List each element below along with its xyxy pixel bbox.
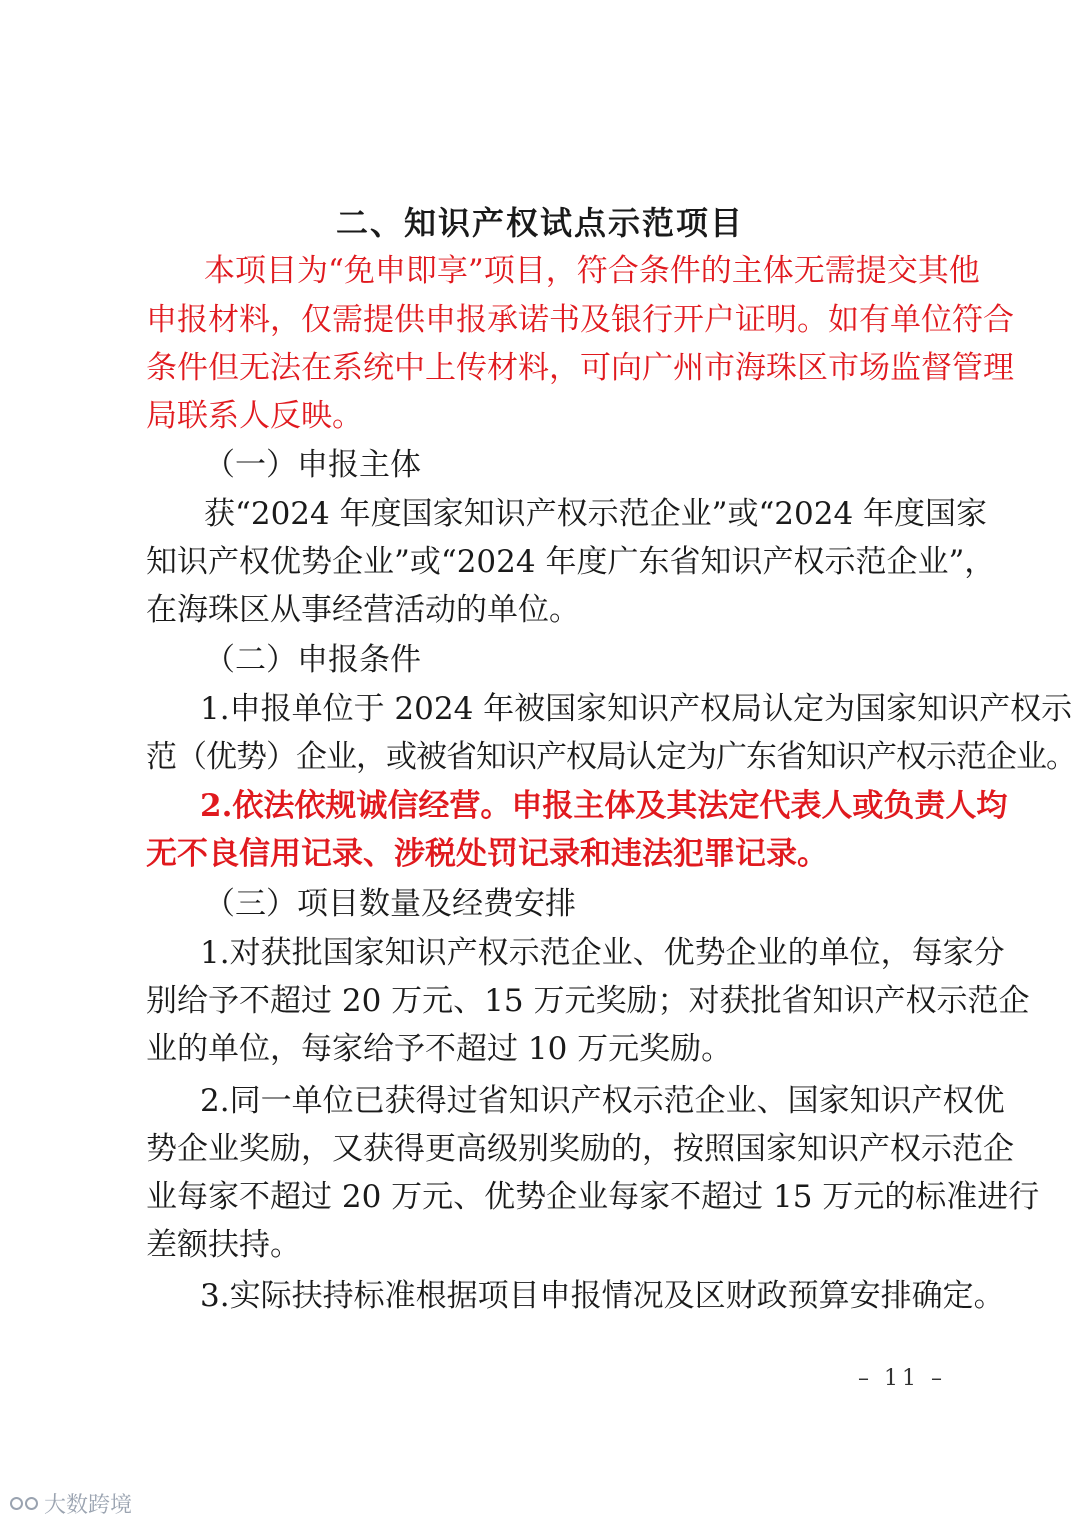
- section3-item2-line-4: 差额扶持。: [146, 1227, 301, 1263]
- section2-item2-line-1: 2.依法依规诚信经营。申报主体及其法定代表人或负责人均: [200, 788, 1008, 824]
- section3-item1-line-1: 1.对获批国家知识产权示范企业、优势企业的单位，每家分: [200, 935, 1005, 971]
- section2-item2-line-2: 无不良信用记录、涉税处罚记录和违法犯罪记录。: [146, 836, 828, 872]
- section-title: 二、知识产权试点示范项目: [335, 204, 744, 242]
- section3-item2-line-3: 业每家不超过 20 万元、优势企业每家不超过 15 万元的标准进行: [146, 1179, 1040, 1215]
- section1-line-1: 获“2024 年度国家知识产权示范企业”或“2024 年度国家: [204, 496, 988, 532]
- intro-line-2: 申报材料，仅需提供申报承诺书及银行开户证明。如有单位符合: [146, 302, 1014, 338]
- section3-item1-line-3: 业的单位，每家给予不超过 10 万元奖励。: [146, 1031, 733, 1067]
- watermark-logo-icon: [10, 1497, 38, 1510]
- section2-item1-line-2: 范（优势）企业，或被省知识产权局认定为广东省知识产权示范企业。: [146, 739, 1076, 775]
- section3-item2-line-1: 2.同一单位已获得过省知识产权示范企业、国家知识产权优: [200, 1083, 1005, 1119]
- page-number: – 11 –: [858, 1366, 946, 1391]
- intro-line-4: 局联系人反映。: [146, 398, 363, 434]
- watermark-text: 大数跨境: [44, 1493, 133, 1518]
- section3-item2-line-2: 势企业奖励，又获得更高级别奖励的，按照国家知识产权示范企: [146, 1131, 1014, 1167]
- section2-heading: （二）申报条件: [204, 642, 421, 678]
- section1-line-2: 知识产权优势企业”或“2024 年度广东省知识产权示范企业”，: [146, 544, 996, 580]
- intro-line-1: 本项目为“免申即享”项目，符合条件的主体无需提交其他: [204, 253, 980, 289]
- section2-item1-line-1: 1.申报单位于 2024 年被国家知识产权局认定为国家知识产权示: [200, 691, 1073, 727]
- watermark: [10, 1488, 132, 1519]
- section1-heading: （一）申报主体: [204, 447, 421, 483]
- section3-heading: （三）项目数量及经费安排: [204, 886, 576, 922]
- section1-line-3: 在海珠区从事经营活动的单位。: [146, 592, 580, 628]
- section3-item1-line-2: 别给予不超过 20 万元、15 万元奖励；对获批省知识产权示范企: [146, 983, 1030, 1019]
- section3-item3-line-1: 3.实际扶持标准根据项目申报情况及区财政预算安排确定。: [200, 1278, 1005, 1314]
- intro-line-3: 条件但无法在系统中上传材料，可向广州市海珠区市场监督管理: [146, 350, 1014, 386]
